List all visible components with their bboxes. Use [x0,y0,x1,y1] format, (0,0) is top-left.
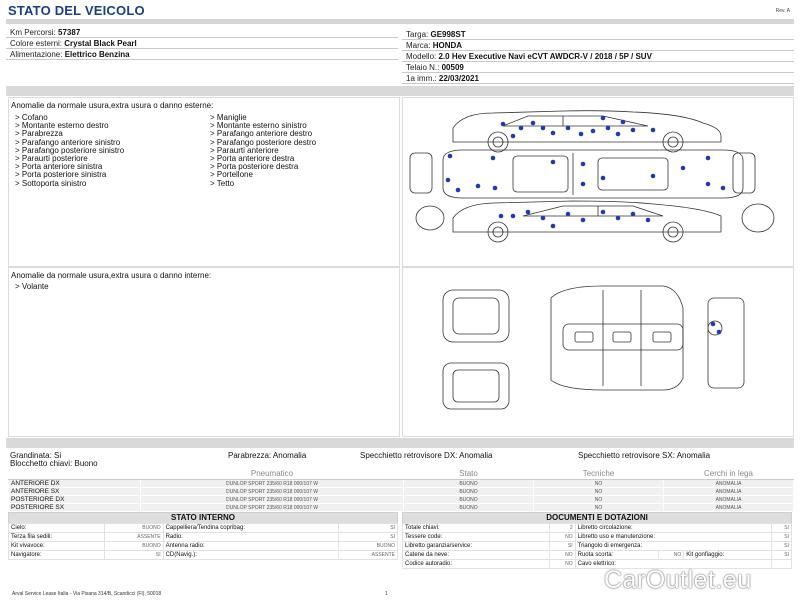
frame-label: Telaio N.: [406,63,440,72]
brand-row [406,41,462,50]
list-item: > Paraurti posteriore [15,154,88,164]
registration-value: 22/03/2021 [438,74,479,83]
fuel-label: Alimentazione: [10,50,63,59]
plate-row [406,30,466,39]
interior-status-title: STATO INTERNO [8,512,398,524]
external-diagram-panel [402,97,794,267]
grid-value: NO [658,551,684,560]
grid-label: Libretto uso e manutenzione: [575,533,771,542]
caroutlet-watermark-logo: CarOutlet.eu [604,566,752,594]
external-list-right [210,114,316,188]
tyre-state: BUONO [404,488,534,496]
table-row [9,488,794,496]
grid-value: NO [550,533,576,542]
grid-label: Ruota scorta: [575,551,658,560]
table-row [9,533,398,542]
grid-value: SI [772,542,792,551]
table-row [403,542,792,551]
table-row [9,551,398,560]
internal-damage-title: Anomalie da normale usura,extra usura o danno interne: [11,271,212,280]
grid-value: ASSENTE [104,533,163,542]
car-exterior-diagram [403,98,793,266]
grid-label: Cappelliera/Tendina copribag: [163,524,338,533]
table-row [403,524,792,533]
tyre-tech: NO [534,496,664,504]
grid-label: Kit gonfiaggio: [684,551,772,560]
table-row [403,551,792,560]
tyres-header-tyre: Pneumatico [141,468,404,480]
grid-value [772,560,792,569]
grid-label: Cielo: [9,524,105,533]
tyre-rims: ANOMALIA [664,480,794,488]
documents-table [402,523,792,569]
interior-status-table [8,523,398,560]
grid-label: CD(Navig.): [163,551,338,560]
tyre-model: DUNLOP SPORT 235/60 R18 000/107 W [141,480,404,488]
external-list-left [15,114,124,188]
grid-value: SI [339,524,398,533]
list-item: > Sottoporta sinistro [15,178,87,188]
grid-label: Cavo elettrico: [575,560,771,569]
hail-status: Grandinata: Si [10,451,62,460]
grid-label: Totale chiavi: [403,524,550,533]
registration-row [406,74,479,83]
color-row [10,39,137,48]
section-divider [6,438,794,448]
plate-value: GE998ST [430,30,466,39]
list-item: > Montante esterno destro [15,121,109,131]
color-value: Crystal Black Pearl [64,39,137,48]
tyre-position: ANTERIORE SX [9,488,141,496]
list-item: > Cofano [15,113,48,122]
grid-value: SI [772,533,792,542]
grid-value: 2 [550,524,576,533]
list-item: > Maniglie [210,113,247,122]
tyre-tech: NO [534,504,664,512]
tyre-position: ANTERIORE DX [9,480,141,488]
external-damage-title: Anomalie da normale usura,extra usura o danno esterne: [11,101,214,110]
tyres-header-rims: Cerchi in lega [664,468,794,480]
list-item: > Porta posteriore sinistra [15,170,107,180]
list-item: > Montante esterno sinistro [210,121,307,131]
grid-label: Antenna radio: [163,542,338,551]
tyre-rims: ANOMALIA [664,488,794,496]
model-value: 2.0 Hev Executive Navi eCVT AWDCR-V / 2018 / 5P / SUV [438,52,652,61]
car-interior-diagram [403,268,793,436]
grid-label: Radio: [163,533,338,542]
model-row [406,52,652,61]
tyres-header-tech: Tecniche [534,468,664,480]
table-row [9,542,398,551]
grid-label: Navigatore: [9,551,105,560]
table-row [9,524,398,533]
model-label: Modello: [406,52,437,61]
grid-value: ASSENTE [339,551,398,560]
tyre-model: DUNLOP SPORT 235/60 R18 000/107 W [141,504,404,512]
grid-value: NO [550,560,576,569]
tyre-tech: NO [534,480,664,488]
plate-label: Targa: [406,30,429,39]
brand-value: HONDA [432,41,463,50]
color-label: Colore esterni: [10,39,63,48]
tyres-table [8,468,794,512]
km-label: Km Percorsi: [10,28,56,37]
header-bar [6,19,794,24]
brand-label: Marca: [406,41,431,50]
list-item: > Volante [15,282,49,291]
tyre-state: BUONO [404,504,534,512]
tyre-model: DUNLOP SPORT 235/60 R18 000/107 W [141,496,404,504]
grid-value: SI [339,533,398,542]
frame-value: 00509 [441,63,464,72]
list-item: > Portellone [210,170,253,180]
grid-value: NO [550,551,576,560]
table-row [9,480,794,488]
tyre-position: POSTERIORE SX [9,504,141,512]
fuel-row [10,50,130,59]
grid-label: Tessere code: [403,533,550,542]
tyre-rims: ANOMALIA [664,496,794,504]
footer-address: Arval Service Lease Italia - Via Pisana 314/B, Scandicci (FI), 50018 [12,591,162,597]
internal-damage-panel [8,267,400,437]
external-damage-panel [8,97,400,267]
tyre-model: DUNLOP SPORT 235/60 R18 000/107 W [141,488,404,496]
section-divider [6,86,794,96]
list-item: > Tetto [210,178,235,188]
grid-label: Codice autoradio: [403,560,550,569]
grid-label: Triangolo di emergenza: [575,542,771,551]
tyre-state: BUONO [404,496,534,504]
page-number: 1 [385,591,388,597]
fuel-value: Elettrico Benzina [64,50,130,59]
grid-label: Terza fila sedili: [9,533,105,542]
grid-value: SI [772,551,792,560]
internal-diagram-panel [402,267,794,437]
table-row [9,504,794,512]
tyre-state: BUONO [404,480,534,488]
internal-list [15,283,49,291]
tyre-rims: ANOMALIA [664,504,794,512]
mirror-sx-status: Specchietto retrovisore SX: Anomalia [578,451,711,460]
grid-value: SI [772,524,792,533]
frame-row [406,63,464,72]
grid-value: BUONO [104,542,163,551]
list-item: > Porta posteriore destra [210,162,299,172]
list-item: > Porta anteriore sinistra [15,162,103,172]
key-lock-status: Blocchetto chiavi: Buono [10,459,98,468]
list-item: > Paraurti anteriore [210,145,279,155]
grid-label: Kit vivavoce: [9,542,105,551]
list-item: > Parafango anteriore sinistro [15,137,121,147]
tyres-header-state: Stato [404,468,534,480]
documents-title: DOCUMENTI E DOTAZIONI [402,512,792,524]
km-value: 57387 [58,28,81,37]
grid-value: BUONO [104,524,163,533]
grid-label: Catene da neve: [403,551,550,560]
table-row [403,533,792,542]
grid-label: Libretto garanzia/service: [403,542,550,551]
mirror-dx-status: Specchietto retrovisore DX: Anomalia [360,451,493,460]
tyre-tech: NO [534,488,664,496]
grid-value: SI [550,542,576,551]
list-item: > Parafango posteriore destro [210,137,317,147]
table-row [9,496,794,504]
revision-label: Rev. A [775,8,790,14]
windscreen-status: Parabrezza: Anomalia [228,451,307,460]
tyre-position: POSTERIORE DX [9,496,141,504]
grid-label: Libretto circolazione: [575,524,771,533]
list-item: > Parabrezza [15,129,63,139]
list-item: > Parafango posteriore sinistro [15,145,125,155]
grid-value: SI [104,551,163,560]
list-item: > Parafango anteriore destro [210,129,313,139]
page-title: STATO DEL VEICOLO [8,3,145,18]
grid-value: BUONO [339,542,398,551]
km-row [10,28,80,37]
list-item: > Porta anteriore destra [210,154,295,164]
registration-label: 1a imm.: [406,74,437,83]
